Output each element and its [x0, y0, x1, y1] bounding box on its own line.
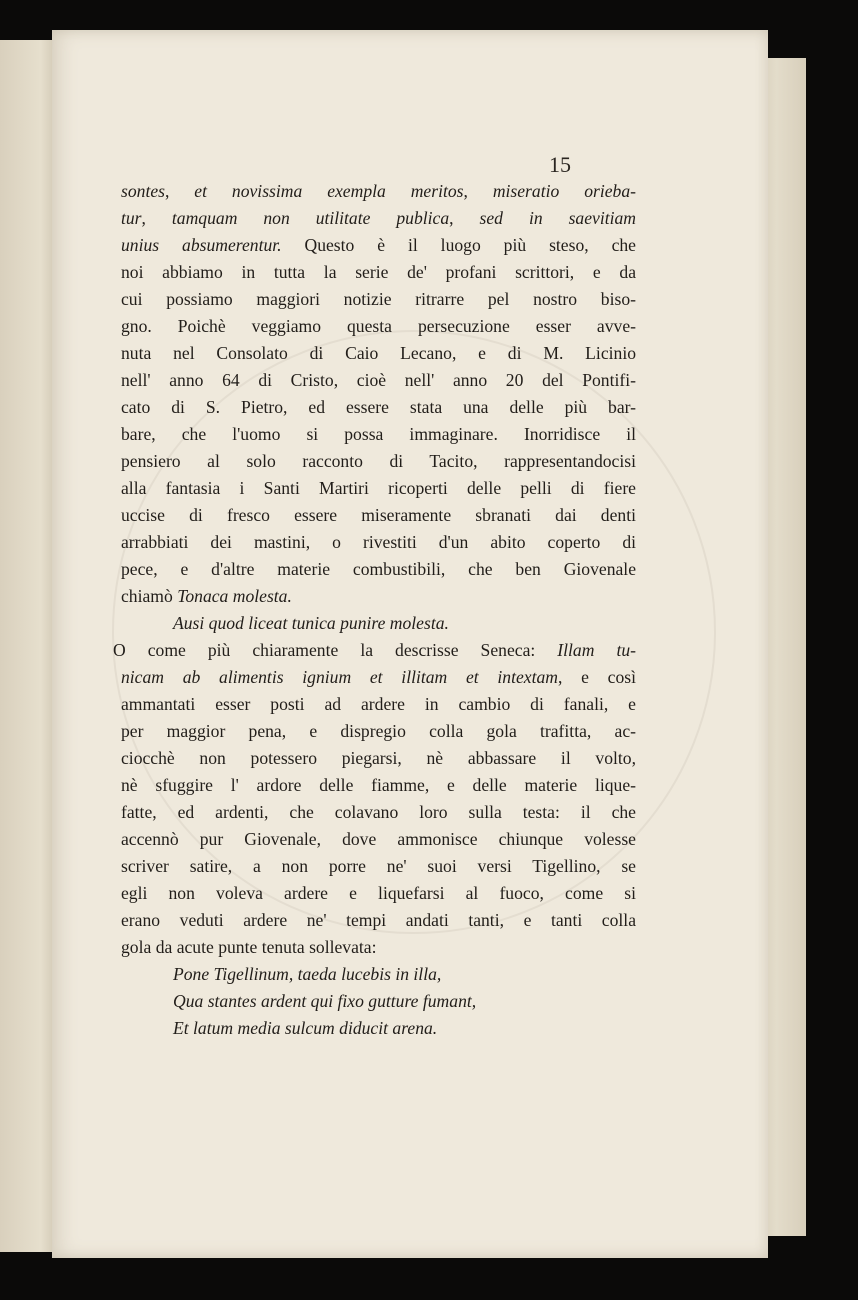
text-line — [121, 664, 636, 691]
roman-text: Questo è il luogo più steso, che — [281, 235, 636, 255]
roman-text: gno. Poichè veggiamo questa persecuzione esser avve- — [121, 316, 636, 336]
roman-text: noi abbiamo in tutta la serie de' profani scrittori, e da — [121, 262, 636, 282]
text-line — [121, 367, 636, 394]
roman-text: alla fantasia i Santi Martiri ricoperti delle pelli di fiere — [121, 478, 636, 498]
roman-text: erano veduti ardere ne' tempi andati tanti, e tanti colla — [121, 910, 636, 930]
roman-text: , e così — [557, 667, 636, 687]
text-line — [121, 421, 636, 448]
roman-text: scriver satire, a non porre ne' suoi versi Tigellino, se — [121, 856, 636, 876]
text-line — [121, 259, 636, 286]
verse-line — [121, 1015, 636, 1042]
italic-text: unius absumerentur. — [121, 235, 282, 255]
roman-text: nell' anno 64 di Cristo, cioè nell' anno 20 del Pontifi- — [121, 370, 636, 390]
italic-text: nicam ab alimentis ignium et illitam et intextam — [121, 667, 558, 687]
italic-text: sontes — [121, 181, 165, 201]
text-line — [121, 853, 636, 880]
text-line — [121, 718, 636, 745]
roman-text: accennò pur Giovenale, dove ammonisce chiunque volesse — [121, 829, 636, 849]
text-line — [121, 475, 636, 502]
roman-text: per maggior pena, e dispregio colla gola trafitta, ac- — [121, 721, 636, 741]
text-line — [121, 826, 636, 853]
roman-text: nè sfuggire l' ardore delle fiamme, e delle materie lique- — [121, 775, 636, 795]
italic-text: tur — [121, 208, 142, 228]
roman-text: ciocchè non potessero piegarsi, nè abbassare il volto, — [121, 748, 636, 768]
roman-text: pece, e d'altre materie combustibili, che ben Giovenale — [121, 559, 636, 579]
roman-text: , — [463, 181, 493, 201]
body-text — [113, 178, 637, 1042]
text-line — [121, 502, 636, 529]
text-line — [121, 178, 636, 205]
text-line — [121, 232, 636, 259]
roman-text: , — [164, 181, 195, 201]
roman-text: O come più chiaramente la descrisse Seneca: — [113, 640, 558, 660]
italic-text: Et latum media sulcum diducit arena. — [173, 1018, 438, 1038]
roman-text: nuta nel Consolato di Caio Lecano, e di M. Licinio — [121, 343, 636, 363]
roman-text: cato di S. Pietro, ed essere stata una delle più bar- — [121, 397, 636, 417]
italic-text: et novissima exempla meritos — [194, 181, 464, 201]
text-line — [121, 745, 636, 772]
facing-page-edge — [0, 40, 59, 1252]
roman-text: chiamò — [121, 586, 178, 606]
text-line — [121, 448, 636, 475]
roman-text: cui possiamo maggiori notizie ritrarre pel nostro biso- — [121, 289, 636, 309]
text-line — [121, 556, 636, 583]
text-line — [121, 340, 636, 367]
roman-text: gola da acute punte tenuta sollevata: — [121, 937, 377, 957]
italic-text: miseratio orieba- — [492, 181, 636, 201]
text-line — [121, 691, 636, 718]
text-line — [121, 583, 636, 610]
text-line — [121, 529, 636, 556]
italic-text: Illam tu- — [557, 640, 636, 660]
italic-text: sed in saevitiam — [479, 208, 637, 228]
verse-line — [121, 961, 636, 988]
roman-text: bare, che l'uomo si possa immaginare. Inorridisce il — [121, 424, 636, 444]
italic-text: tamquam non utilitate publica — [171, 208, 450, 228]
text-line — [121, 934, 636, 961]
roman-text: fatte, ed ardenti, che colavano loro sulla testa: il che — [121, 802, 636, 822]
text-line — [121, 880, 636, 907]
text-line — [121, 286, 636, 313]
page-number: 15 — [549, 152, 571, 177]
quotation-line — [121, 610, 636, 637]
book-page — [52, 30, 768, 1258]
text-line — [121, 394, 636, 421]
text-line — [121, 313, 636, 340]
roman-text: , — [141, 208, 172, 228]
roman-text: , — [449, 208, 480, 228]
italic-text: Qua stantes ardent qui fixo gutture fumant, — [173, 991, 477, 1011]
text-line — [121, 799, 636, 826]
italic-text: Tonaca molesta. — [177, 586, 292, 606]
roman-text: pensiero al solo racconto di Tacito, rappresentandocisi — [121, 451, 636, 471]
text-line — [113, 637, 636, 664]
text-line — [121, 772, 636, 799]
text-line — [121, 907, 636, 934]
text-line — [121, 205, 636, 232]
verse-line — [121, 988, 636, 1015]
roman-text: uccise di fresco essere miseramente sbranati dai denti — [121, 505, 636, 525]
roman-text: arrabbiati dei mastini, o rivestiti d'un abito coperto di — [121, 532, 636, 552]
roman-text: egli non voleva ardere e liquefarsi al fuoco, come si — [121, 883, 636, 903]
roman-text: ammantati esser posti ad ardere in cambio di fanali, e — [121, 694, 636, 714]
italic-text: Ausi quod liceat tunica punire molesta. — [173, 613, 449, 633]
italic-text: Pone Tigellinum, taeda lucebis in illa, — [173, 964, 442, 984]
